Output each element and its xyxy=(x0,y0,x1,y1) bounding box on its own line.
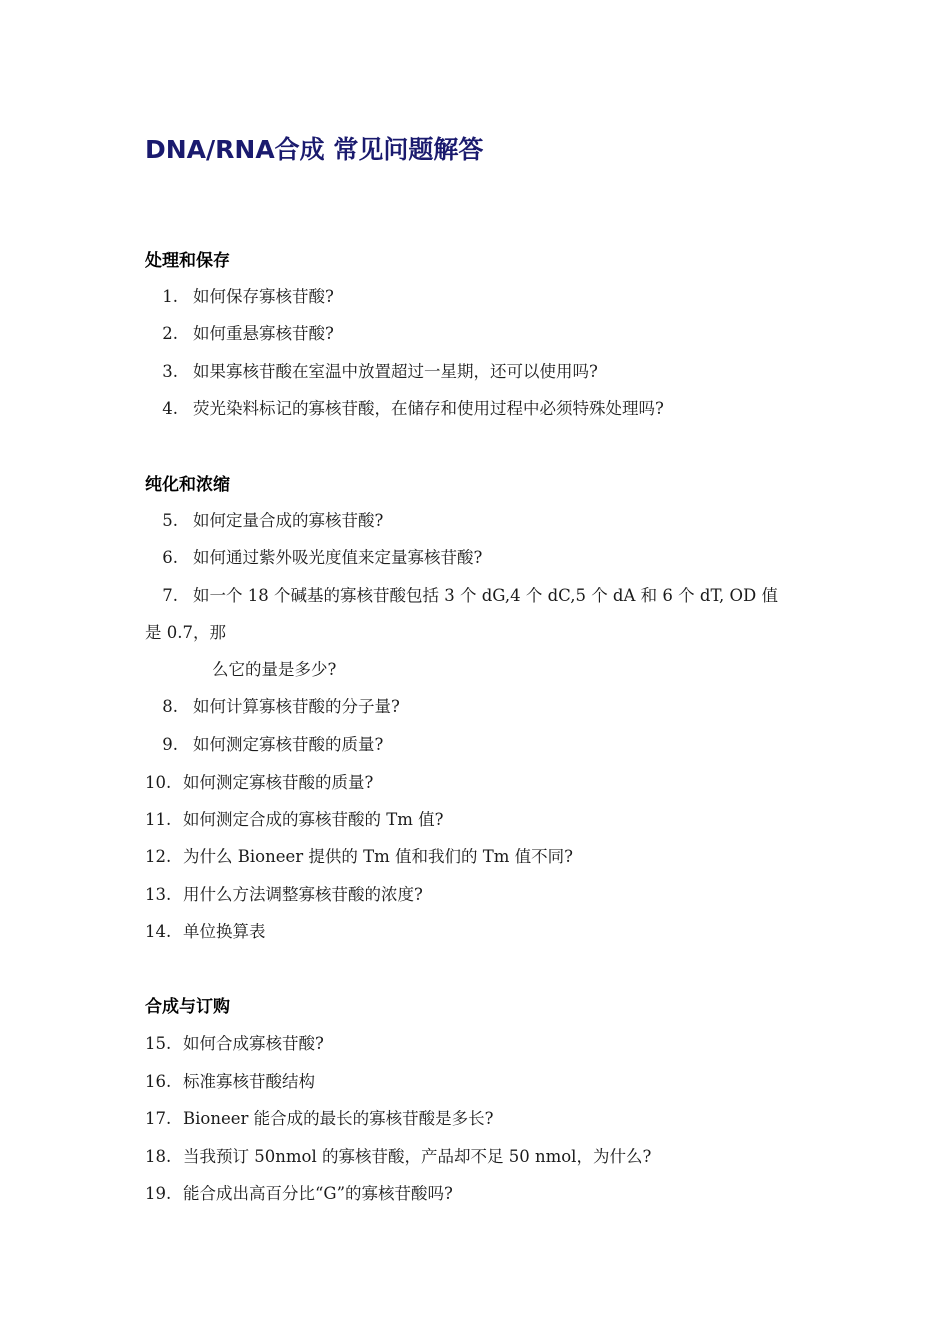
item-number: 1. xyxy=(162,287,178,306)
item-text: 标准寡核苷酸结构 xyxy=(183,1072,315,1091)
item-number: 15. xyxy=(145,1034,172,1053)
item-number: 5. xyxy=(162,511,178,530)
item-number: 13. xyxy=(145,885,172,904)
item-text: 如何测定寡核苷酸的质量? xyxy=(193,735,384,754)
item-text: 如何测定合成的寡核苷酸的 Tm 值? xyxy=(183,810,444,829)
item-text: 如何计算寡核苷酸的分子量? xyxy=(193,697,400,716)
item-text: 如何保存寡核苷酸? xyxy=(193,287,334,306)
item-text: 单位换算表 xyxy=(183,922,266,941)
section-heading: 合成与订购 xyxy=(145,997,230,1017)
item-number: 10. xyxy=(145,773,172,792)
item-number: 16. xyxy=(145,1072,172,1091)
item-text-continuation: 么它的量是多少? xyxy=(212,660,337,679)
item-text: 如何测定寡核苷酸的质量? xyxy=(183,773,374,792)
item-number: 19. xyxy=(145,1184,172,1203)
item-number: 4. xyxy=(162,399,178,418)
item-text: 能合成出高百分比“G”的寡核苷酸吗? xyxy=(183,1184,453,1203)
item-text: 如何通过紫外吸光度值来定量寡核苷酸? xyxy=(193,548,483,567)
item-number: 2. xyxy=(162,324,178,343)
item-number: 6. xyxy=(162,548,178,567)
item-text: 如何重悬寡核苷酸? xyxy=(193,324,334,343)
item-number: 18. xyxy=(145,1147,172,1166)
item-number: 14. xyxy=(145,922,172,941)
item-text-continuation: 是 0.7，那 xyxy=(145,623,226,642)
item-number: 11. xyxy=(145,810,172,829)
item-number: 12. xyxy=(145,847,172,866)
item-text: 如果寡核苷酸在室温中放置超过一星期，还可以使用吗? xyxy=(193,362,598,381)
item-text: 当我预订 50nmol 的寡核苷酸，产品却不足 50 nmol，为什么? xyxy=(183,1147,652,1166)
item-text: 用什么方法调整寡核苷酸的浓度? xyxy=(183,885,423,904)
document-title: DNA/RNA合成 常见问题解答 xyxy=(145,135,484,164)
section-heading: 纯化和浓缩 xyxy=(145,475,230,495)
item-text: 如何合成寡核苷酸? xyxy=(183,1034,324,1053)
item-text: Bioneer 能合成的最长的寡核苷酸是多长? xyxy=(183,1109,494,1128)
item-text: 荧光染料标记的寡核苷酸，在储存和使用过程中必须特殊处理吗? xyxy=(193,399,664,418)
item-number: 17. xyxy=(145,1109,172,1128)
item-number: 9. xyxy=(162,735,178,754)
item-text: 为什么 Bioneer 提供的 Tm 值和我们的 Tm 值不同? xyxy=(183,847,573,866)
item-number: 3. xyxy=(162,362,178,381)
section-heading: 处理和保存 xyxy=(145,251,230,271)
item-number: 8. xyxy=(162,697,178,716)
item-text: 如何定量合成的寡核苷酸? xyxy=(193,511,384,530)
item-number: 7. xyxy=(162,586,178,605)
item-text: 如一个 18 个碱基的寡核苷酸包括 3 个 dG,4 个 dC,5 个 dA 和 6 个 dT, OD 值 xyxy=(193,586,779,605)
